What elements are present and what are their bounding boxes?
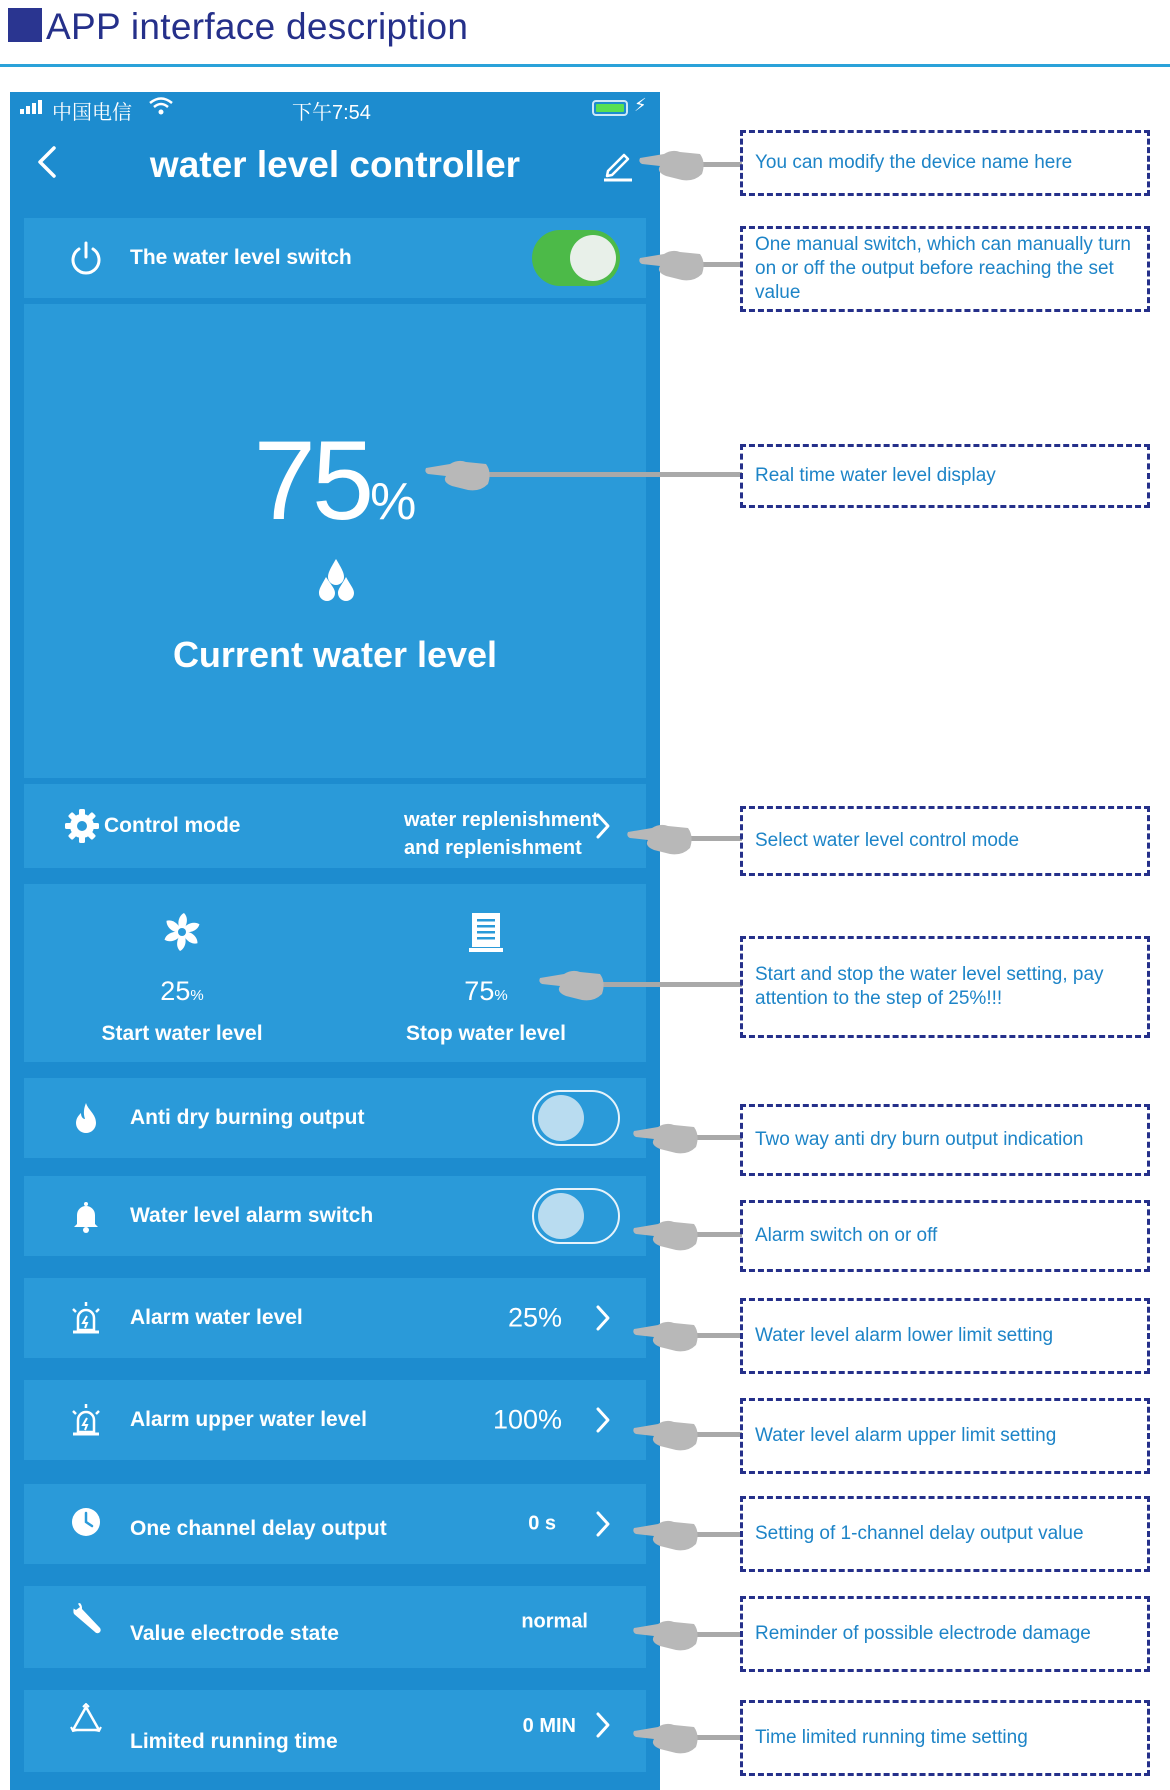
limited-running-time-label: Limited running time bbox=[130, 1729, 338, 1753]
note-text: Time limited running time setting bbox=[755, 1727, 1028, 1748]
battery-icon bbox=[592, 100, 628, 116]
delay-output-row[interactable] bbox=[24, 1484, 646, 1564]
phone-screen bbox=[10, 92, 660, 1790]
electrode-state-value: normal bbox=[521, 1610, 588, 1633]
pointing-hand-icon bbox=[538, 964, 608, 1004]
note-anti-dry-burn bbox=[740, 1104, 1150, 1176]
delay-output-value: 0 s bbox=[528, 1512, 556, 1535]
note-text: Two way anti dry burn output indication bbox=[755, 1129, 1084, 1150]
control-mode-chevron-icon bbox=[594, 811, 612, 841]
limited-running-time-value: 0 MIN bbox=[522, 1714, 576, 1737]
note-text: Select water level control mode bbox=[755, 830, 1020, 851]
alarm-water-level-value: 25% bbox=[507, 1302, 562, 1333]
pointing-hand-icon bbox=[632, 1315, 702, 1355]
header-rule bbox=[0, 64, 1170, 67]
electrode-state-label: Value electrode state bbox=[130, 1622, 339, 1646]
device-name-title: water level controller bbox=[149, 144, 521, 185]
pointing-hand-icon bbox=[638, 244, 708, 284]
document-header bbox=[0, 0, 1170, 70]
pointing-hand-icon bbox=[626, 818, 696, 858]
alarm-upper-level-value: 100% bbox=[492, 1404, 562, 1435]
wifi-icon bbox=[148, 96, 174, 121]
note-control-mode bbox=[740, 806, 1150, 876]
edit-icon[interactable] bbox=[598, 144, 638, 184]
pointing-hand-icon bbox=[632, 1214, 702, 1254]
start-water-level[interactable] bbox=[32, 884, 332, 1062]
water-level-display bbox=[24, 304, 646, 778]
note-text: You can modify the device name here bbox=[755, 152, 1073, 173]
start-water-level-label: Start water level bbox=[101, 1022, 263, 1045]
pointing-hand-icon bbox=[424, 454, 494, 494]
limited-running-time-chevron-icon bbox=[594, 1710, 612, 1740]
signal-icon bbox=[20, 100, 42, 114]
carrier-name: 中国电信 bbox=[52, 102, 132, 124]
note-device-name bbox=[740, 130, 1150, 196]
pointer-line bbox=[600, 982, 742, 987]
header-square-icon bbox=[8, 8, 42, 42]
pointing-hand-icon bbox=[632, 1717, 702, 1757]
electrode-state-row bbox=[24, 1586, 646, 1668]
pointer-line bbox=[690, 836, 742, 841]
note-delay-output bbox=[740, 1496, 1150, 1572]
water-level-switch-label: The water level switch bbox=[130, 246, 352, 269]
power-icon bbox=[68, 240, 104, 276]
control-mode-value bbox=[404, 806, 599, 862]
anti-dry-burning-label: Anti dry burning output bbox=[130, 1106, 365, 1129]
current-water-level-caption: Current water level bbox=[172, 634, 498, 675]
note-text: Water level alarm lower limit setting bbox=[755, 1325, 1054, 1346]
nav-bar bbox=[10, 132, 660, 212]
note-text: Setting of 1-channel delay output value bbox=[755, 1523, 1084, 1544]
water-level-number: 75 bbox=[253, 418, 371, 543]
water-level-switch-toggle[interactable] bbox=[532, 230, 620, 286]
note-realtime-level bbox=[740, 444, 1150, 508]
alarm-switch-label: Water level alarm switch bbox=[130, 1204, 374, 1227]
water-level-switch-row bbox=[24, 218, 646, 298]
recycle-icon bbox=[68, 1703, 104, 1739]
alarm-switch-row bbox=[24, 1176, 646, 1256]
pointing-hand-icon bbox=[632, 1514, 702, 1554]
delay-output-chevron-icon bbox=[594, 1509, 612, 1539]
document-icon bbox=[468, 910, 504, 954]
gear-icon bbox=[64, 808, 100, 844]
alarm-water-level-label: Alarm water level bbox=[130, 1306, 303, 1329]
anti-dry-burning-toggle[interactable] bbox=[532, 1090, 620, 1146]
note-text: Reminder of possible electrode damage bbox=[755, 1623, 1091, 1644]
alarm-upper-level-chevron-icon bbox=[594, 1405, 612, 1435]
note-running-time bbox=[740, 1700, 1150, 1776]
note-start-stop-level bbox=[740, 936, 1150, 1038]
charging-icon: ⚡ bbox=[634, 95, 647, 115]
status-time: 下午7:54 bbox=[292, 102, 371, 124]
note-alarm-upper bbox=[740, 1398, 1150, 1474]
note-alarm-lower bbox=[740, 1298, 1150, 1374]
note-manual-switch bbox=[740, 226, 1150, 312]
alarm-light-icon bbox=[68, 1402, 104, 1438]
note-text: Real time water level display bbox=[755, 465, 996, 486]
back-icon[interactable] bbox=[34, 140, 60, 195]
control-mode-row[interactable] bbox=[24, 784, 646, 868]
start-water-level-value: 25% bbox=[160, 976, 204, 1006]
control-mode-label: Control mode bbox=[104, 814, 241, 837]
limited-running-time-row[interactable] bbox=[24, 1690, 646, 1772]
pointing-hand-icon bbox=[638, 144, 708, 184]
control-mode-value-line2: and replenishment bbox=[404, 837, 582, 859]
clock-icon bbox=[68, 1506, 104, 1542]
stop-water-level-label: Stop water level bbox=[406, 1022, 566, 1045]
water-drops-icon bbox=[314, 557, 358, 605]
document-title: APP interface description bbox=[46, 6, 469, 47]
alarm-upper-level-row[interactable] bbox=[24, 1380, 646, 1460]
alarm-upper-level-label: Alarm upper water level bbox=[130, 1408, 367, 1431]
pointing-hand-icon bbox=[632, 1414, 702, 1454]
anti-dry-burning-row bbox=[24, 1078, 646, 1158]
bell-icon bbox=[68, 1198, 104, 1234]
note-alarm-switch bbox=[740, 1200, 1150, 1272]
stop-water-level-value: 75% bbox=[464, 976, 508, 1006]
alarm-water-level-chevron-icon bbox=[594, 1303, 612, 1333]
note-text: Water level alarm upper limit setting bbox=[755, 1425, 1057, 1446]
note-text: Start and stop the water level setting, pay attention to the step of 25%!!! bbox=[755, 964, 1104, 1009]
alarm-light-icon bbox=[68, 1300, 104, 1336]
fan-icon bbox=[160, 910, 204, 954]
water-level-value bbox=[24, 416, 646, 545]
note-text: Alarm switch on or off bbox=[755, 1225, 938, 1246]
control-mode-value-line1: water replenishment bbox=[404, 809, 599, 831]
pointer-line bbox=[480, 472, 742, 477]
flame-icon bbox=[68, 1100, 104, 1136]
water-level-unit: % bbox=[370, 473, 417, 531]
alarm-switch-toggle[interactable] bbox=[532, 1188, 620, 1244]
delay-output-label: One channel delay output bbox=[130, 1516, 387, 1540]
note-text: One manual switch, which can manually turn on or off the output before reaching the set value bbox=[755, 234, 1131, 303]
status-bar bbox=[10, 92, 660, 124]
pointing-hand-icon bbox=[632, 1117, 702, 1157]
alarm-water-level-row[interactable] bbox=[24, 1278, 646, 1358]
pointing-hand-icon bbox=[632, 1614, 702, 1654]
wrench-icon bbox=[68, 1599, 104, 1635]
note-electrode-damage bbox=[740, 1596, 1150, 1672]
